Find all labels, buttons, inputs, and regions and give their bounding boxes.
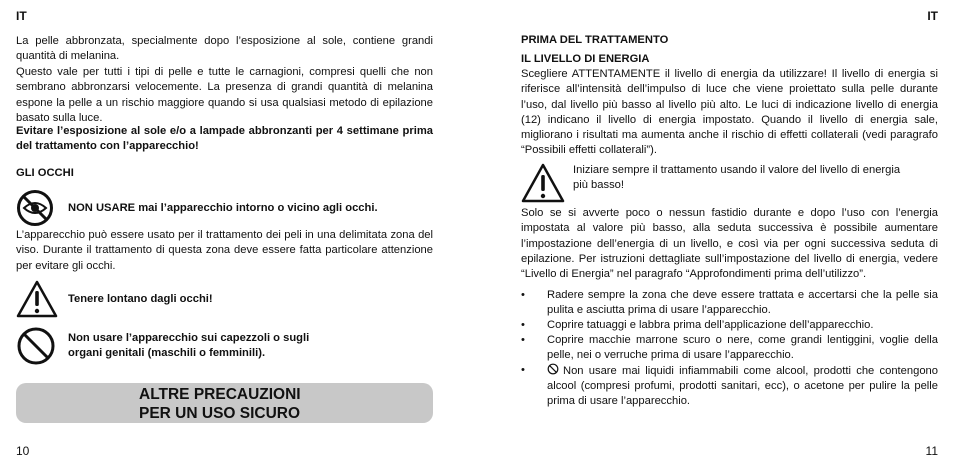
list-item-text: Coprire tatuaggi e labbra prima dell’applicazione dell’apparecchio. <box>547 319 874 331</box>
bullet: • <box>521 289 525 301</box>
increase-energy-paragraph: Solo se si avverte poco o nessun fastidio durante e dopo l’uso con l’energia impostata al valore più basso, alla seduta successiva è possibile aumentare l’impostazione dell’energia di un livello, e così via per ogni successiva seduta di epilazione. Per istruzioni dettagliate sull’impostazione del livello di energia, vedere “Livello di Energia” nel paragrafo “Approfondimenti prima dell’utilizzo”. <box>521 207 938 281</box>
list-item-text: Coprire macchie marrone scuro o nere, come grandi lentiggini, voglie della pelle, nei o verruche prima di usare l’apparecchio. <box>547 334 938 361</box>
keep-away-text: Tenere lontano dagli occhi! <box>68 292 213 305</box>
energy-paragraph: Scegliere ATTENTAMENTE il livello di energia da utilizzare! Il livello di energia si riferisce all’intensità dell’impulso di luce che viene proiettato sulla pelle durante l’uso, dal livello più basso al livello più alto. Le luci di indicazione livello di energia (12) indicano il livello di energia impostato. Quando il livello di energia sale, migliorano i risultati ma aumenta anche il rischio di effetti collaterali (vedi paragrafo “Possibili effetti collaterali”). <box>521 68 938 157</box>
intro-warning-bold: Evitare l’esposizione al sole e/o a lampade abbronzanti per 4 settimane prima del trattamento con l’apparecchio! <box>16 125 433 153</box>
left-page <box>16 0 433 470</box>
banner-title <box>139 385 301 423</box>
language-code: IT <box>16 9 27 23</box>
page-number-left: 10 <box>16 444 30 458</box>
eye-warning-text: NON USARE mai l’apparecchio intorno o vicino agli occhi. <box>68 201 378 214</box>
prohibited-icon <box>16 326 56 366</box>
section-heading: PRIMA DEL TRATTAMENTO <box>521 34 669 46</box>
subsection-heading: IL LIVELLO DI ENERGIA <box>521 53 650 65</box>
prohibited-small-icon <box>547 363 559 374</box>
no-use-line-1: Non usare l’apparecchio sui capezzoli o sugli <box>68 332 310 344</box>
list-item <box>521 363 938 409</box>
page-number-right: 11 <box>925 444 938 458</box>
warning-triangle-icon <box>16 280 58 318</box>
bullet: • <box>521 319 525 331</box>
no-use-line-2: organi genitali (maschili o femminili). <box>68 347 266 359</box>
no-use-row <box>16 326 309 366</box>
right-page <box>521 0 938 470</box>
list-item-text: Radere sempre la zona che deve essere trattata e accertarsi che la pelle sia pulita e asciutta prima di usare l’apparecchio. <box>547 289 938 316</box>
list-item <box>521 288 938 318</box>
bullet: • <box>521 334 525 346</box>
intro-paragraph-1: La pelle abbronzata, specialmente dopo l’esposizione al sole, contiene grandi quantità di melanina. <box>16 35 433 63</box>
banner-line-1: ALTRE PRECAUZIONI <box>139 386 301 403</box>
energy-warning-row <box>521 163 938 203</box>
intro-paragraph-2: Questo vale per tutti i tipi di pelle e tutte le carnagioni, compresi quelli che non sembrano abbronzarsi velocemente. La presenza di grandi quantità di melanina espone la pelle a un rischio maggiore quando si usa qualsiasi metodo di epilazione basato sulla luce. <box>16 66 433 124</box>
eyes-paragraph: L’apparecchio può essere usato per il trattamento dei peli in una delimitata zona del viso. Durante il trattamento di questa zona deve essere fatta particolare attenzione per evitare gli occhi. <box>16 229 433 272</box>
energy-warning-line-1: Iniziare sempre il trattamento usando il valore del livello di energia <box>573 164 901 176</box>
keep-away-row <box>16 280 213 318</box>
section-banner <box>16 383 433 423</box>
energy-warning-line-2: più basso! <box>573 179 624 192</box>
preparation-list <box>521 288 938 409</box>
list-item <box>521 333 938 363</box>
energy-warning-text <box>573 163 900 194</box>
list-item-text: Non usare mai liquidi infiammabili come alcool, prodotti che contengono alcool (compresi profumi, prodotti sanitari, ecc), o acetone per pulire la pelle prima di usare l’apparecchio. <box>547 365 938 407</box>
list-item <box>521 318 938 333</box>
no-eye-icon <box>16 189 54 227</box>
no-use-text <box>68 331 309 361</box>
bullet: • <box>521 364 525 376</box>
eyes-heading: GLI OCCHI <box>16 167 74 179</box>
banner-line-2: PER UN USO SICURO <box>139 405 301 422</box>
eye-warning-row <box>16 189 378 227</box>
warning-triangle-icon <box>521 163 565 203</box>
language-code-right: IT <box>927 9 938 23</box>
